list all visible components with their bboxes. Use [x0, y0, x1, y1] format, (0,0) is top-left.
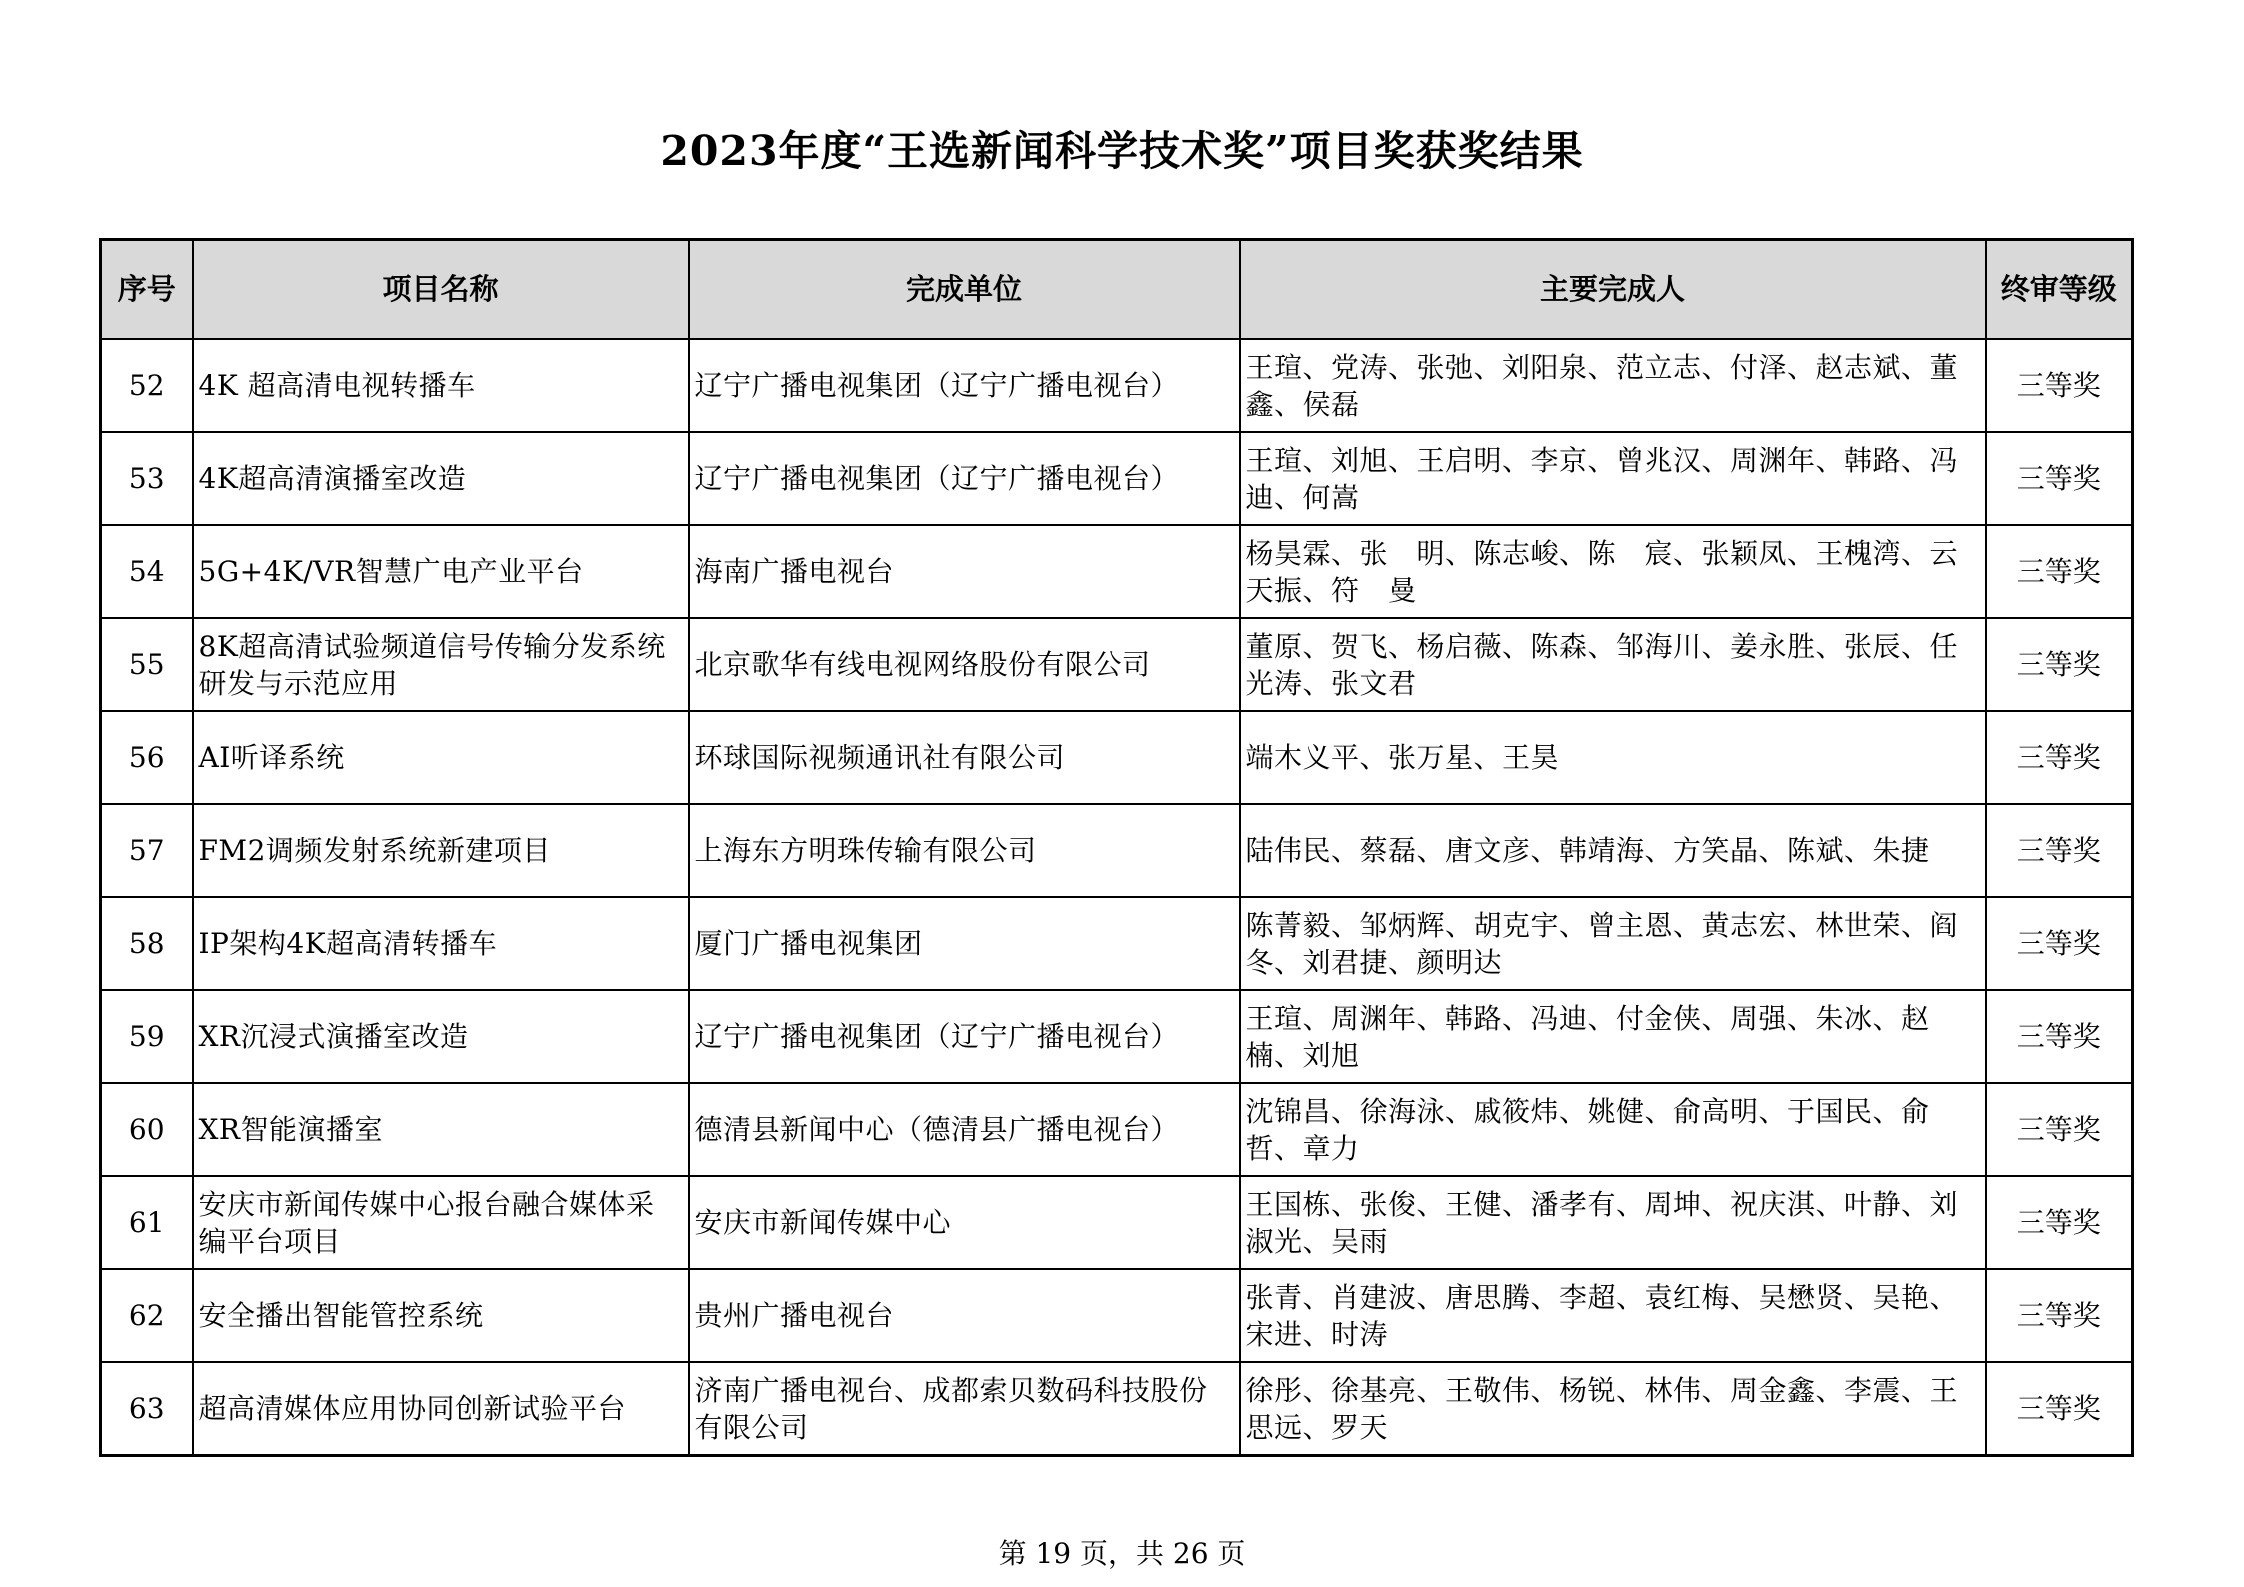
cell-unit: 辽宁广播电视集团（辽宁广播电视台） — [689, 990, 1240, 1083]
cell-unit: 海南广播电视台 — [689, 525, 1240, 618]
cell-name: 安全播出智能管控系统 — [193, 1269, 689, 1362]
table-row — [101, 339, 2133, 432]
cell-people: 陆伟民、蔡磊、唐文彦、韩靖海、方笑晶、陈斌、朱捷 — [1240, 804, 1986, 897]
header-people: 主要完成人 — [1240, 240, 1986, 340]
page-title: 2023年度“王选新闻科学技术奖”项目奖获奖结果 — [660, 127, 1584, 175]
cell-level: 三等奖 — [1986, 897, 2133, 990]
table-row — [101, 525, 2133, 618]
header-no: 序号 — [101, 240, 193, 340]
cell-unit: 德清县新闻中心（德清县广播电视台） — [689, 1083, 1240, 1176]
cell-unit: 厦门广播电视集团 — [689, 897, 1240, 990]
cell-people: 徐彤、徐基亮、王敬伟、杨锐、林伟、周金鑫、李震、王思远、罗天 — [1240, 1362, 1986, 1456]
awards-table — [99, 238, 2134, 1457]
table-row — [101, 711, 2133, 804]
cell-level: 三等奖 — [1986, 1269, 2133, 1362]
cell-no: 60 — [101, 1083, 193, 1176]
cell-name: 4K超高清演播室改造 — [193, 432, 689, 525]
cell-people: 端木义平、张万星、王昊 — [1240, 711, 1986, 804]
cell-unit: 贵州广播电视台 — [689, 1269, 1240, 1362]
cell-name: 安庆市新闻传媒中心报台融合媒体采编平台项目 — [193, 1176, 689, 1269]
cell-level: 三等奖 — [1986, 1176, 2133, 1269]
cell-no: 55 — [101, 618, 193, 711]
cell-no: 57 — [101, 804, 193, 897]
table-row — [101, 1083, 2133, 1176]
cell-level: 三等奖 — [1986, 711, 2133, 804]
cell-no: 54 — [101, 525, 193, 618]
table-row — [101, 432, 2133, 525]
table-row — [101, 990, 2133, 1083]
cell-unit: 环球国际视频通讯社有限公司 — [689, 711, 1240, 804]
cell-people: 王国栋、张俊、王健、潘孝有、周坤、祝庆淇、叶静、刘淑光、吴雨 — [1240, 1176, 1986, 1269]
table-row — [101, 618, 2133, 711]
cell-name: XR智能演播室 — [193, 1083, 689, 1176]
cell-level: 三等奖 — [1986, 432, 2133, 525]
header-level: 终审等级 — [1986, 240, 2133, 340]
header-name: 项目名称 — [193, 240, 689, 340]
cell-no: 56 — [101, 711, 193, 804]
cell-name: 8K超高清试验频道信号传输分发系统研发与示范应用 — [193, 618, 689, 711]
cell-no: 59 — [101, 990, 193, 1083]
cell-level: 三等奖 — [1986, 990, 2133, 1083]
cell-level: 三等奖 — [1986, 1083, 2133, 1176]
cell-name: 4K 超高清电视转播车 — [193, 339, 689, 432]
header-unit: 完成单位 — [689, 240, 1240, 340]
cell-unit: 济南广播电视台、成都索贝数码科技股份有限公司 — [689, 1362, 1240, 1456]
cell-no: 52 — [101, 339, 193, 432]
cell-name: FM2调频发射系统新建项目 — [193, 804, 689, 897]
cell-unit: 辽宁广播电视集团（辽宁广播电视台） — [689, 339, 1240, 432]
cell-level: 三等奖 — [1986, 1362, 2133, 1456]
table-row — [101, 804, 2133, 897]
table-row — [101, 1362, 2133, 1456]
table-row — [101, 1269, 2133, 1362]
cell-unit: 北京歌华有线电视网络股份有限公司 — [689, 618, 1240, 711]
cell-name: XR沉浸式演播室改造 — [193, 990, 689, 1083]
page-footer: 第 19 页，共 26 页 — [998, 1537, 1246, 1570]
cell-people: 董原、贺飞、杨启薇、陈森、邹海川、姜永胜、张辰、任光涛、张文君 — [1240, 618, 1986, 711]
table-row — [101, 1176, 2133, 1269]
cell-no: 58 — [101, 897, 193, 990]
cell-level: 三等奖 — [1986, 339, 2133, 432]
table-row — [101, 897, 2133, 990]
cell-level: 三等奖 — [1986, 525, 2133, 618]
cell-name: 5G+4K/VR智慧广电产业平台 — [193, 525, 689, 618]
cell-name: IP架构4K超高清转播车 — [193, 897, 689, 990]
cell-no: 53 — [101, 432, 193, 525]
cell-no: 63 — [101, 1362, 193, 1456]
cell-people: 杨昊霖、张 明、陈志峻、陈 宸、张颖凤、王槐湾、云天振、符 曼 — [1240, 525, 1986, 618]
cell-people: 王瑄、刘旭、王启明、李京、曾兆汉、周渊年、韩路、冯迪、何嵩 — [1240, 432, 1986, 525]
cell-name: AI听译系统 — [193, 711, 689, 804]
cell-people: 王瑄、周渊年、韩路、冯迪、付金侠、周强、朱冰、赵楠、刘旭 — [1240, 990, 1986, 1083]
cell-level: 三等奖 — [1986, 618, 2133, 711]
cell-people: 沈锦昌、徐海泳、戚筱炜、姚健、俞高明、于国民、俞哲、章力 — [1240, 1083, 1986, 1176]
table-header-row — [101, 240, 2133, 340]
cell-unit: 辽宁广播电视集团（辽宁广播电视台） — [689, 432, 1240, 525]
cell-unit: 上海东方明珠传输有限公司 — [689, 804, 1240, 897]
cell-no: 62 — [101, 1269, 193, 1362]
cell-unit: 安庆市新闻传媒中心 — [689, 1176, 1240, 1269]
cell-level: 三等奖 — [1986, 804, 2133, 897]
cell-name: 超高清媒体应用协同创新试验平台 — [193, 1362, 689, 1456]
cell-people: 陈菁毅、邹炳辉、胡克宇、曾主恩、黄志宏、林世荣、阎冬、刘君捷、颜明达 — [1240, 897, 1986, 990]
cell-people: 张青、肖建波、唐思腾、李超、袁红梅、吴懋贤、吴艳、宋进、时涛 — [1240, 1269, 1986, 1362]
cell-no: 61 — [101, 1176, 193, 1269]
cell-people: 王瑄、党涛、张弛、刘阳泉、范立志、付泽、赵志斌、董鑫、侯磊 — [1240, 339, 1986, 432]
